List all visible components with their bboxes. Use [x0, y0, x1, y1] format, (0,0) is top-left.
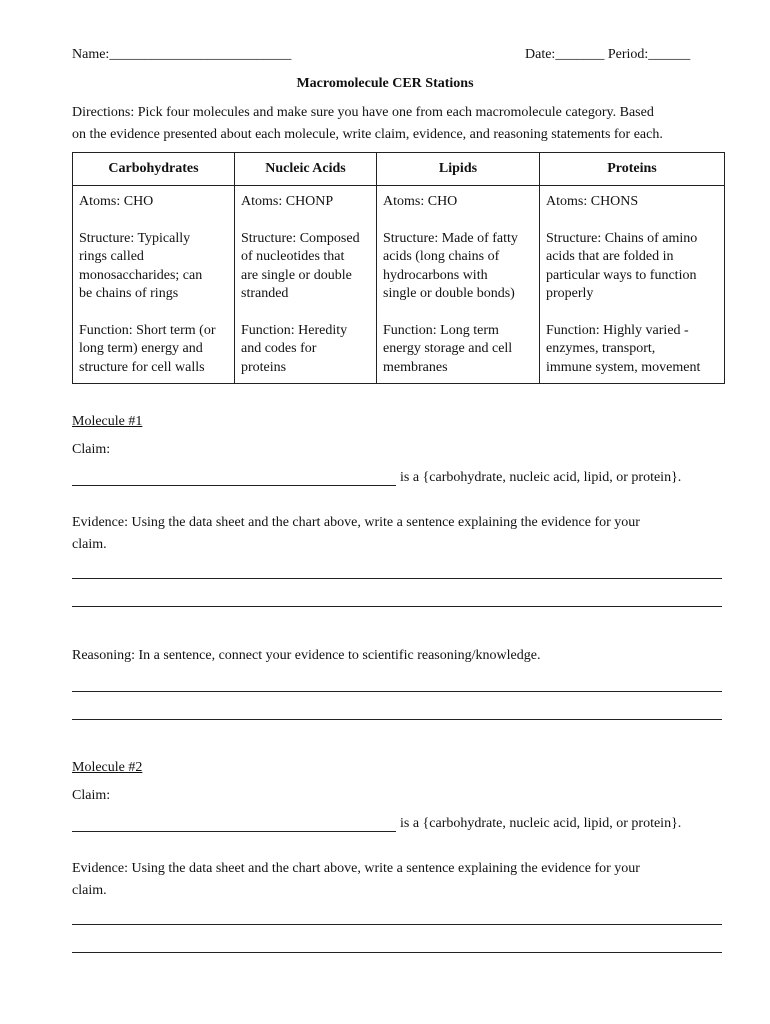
period-blank[interactable]: ______	[648, 47, 691, 62]
molecule-1-claim-label: Claim:	[72, 442, 111, 457]
structure-text: Structure: Chains of amino acids that are folded in particular ways to function properly	[546, 230, 698, 301]
molecule-1-evidence-line-2[interactable]	[72, 591, 722, 607]
atoms-text: Atoms: CHONS	[546, 194, 639, 209]
proteins-cell	[540, 186, 725, 384]
function-text: Function: Highly varied - enzymes, transport, immune system, movement	[546, 322, 701, 375]
date-blank[interactable]: _______	[555, 47, 605, 62]
nucleic-acids-cell	[235, 186, 377, 384]
header-proteins: Proteins	[540, 153, 725, 186]
molecule-2-claim-label: Claim:	[72, 788, 111, 803]
header-nucleic-acids: Nucleic Acids	[235, 153, 377, 186]
molecule-1-reasoning-prompt: Reasoning: In a sentence, connect your evidence to scientific reasoning/knowledge.	[72, 648, 541, 663]
structure-text: Structure: Typically rings called monosaccharides; can be chains of rings	[79, 230, 203, 301]
table-row	[73, 186, 725, 384]
name-label: Name:	[72, 47, 110, 62]
molecule-1-reasoning-line-2[interactable]	[72, 704, 722, 720]
directions-line-1: Directions: Pick four molecules and make sure you have one from each macromolecule category. Based	[72, 105, 654, 120]
date-period-field[interactable]	[525, 47, 690, 63]
molecule-2-claim-blank[interactable]	[72, 815, 396, 832]
molecule-2-heading: Molecule #2	[72, 760, 143, 775]
directions-line-2: on the evidence presented about each molecule, write claim, evidence, and reasoning statements for each.	[72, 127, 663, 142]
lipids-cell	[377, 186, 540, 384]
molecule-1-reasoning-line-1[interactable]	[72, 676, 722, 692]
function-text: Function: Heredity and codes for proteins	[241, 322, 348, 375]
atoms-text: Atoms: CHONP	[241, 194, 334, 209]
molecule-1-heading: Molecule #1	[72, 414, 143, 429]
molecule-1-evidence-line-1[interactable]	[72, 563, 722, 579]
page-title: Macromolecule CER Stations	[296, 76, 474, 91]
structure-text: Structure: Composed of nucleotides that are single or double stranded	[241, 230, 360, 301]
header-carbohydrates: Carbohydrates	[73, 153, 235, 186]
function-text: Function: Long term energy storage and cell membranes	[383, 322, 513, 375]
directions	[72, 102, 752, 146]
atoms-text: Atoms: CHO	[383, 194, 458, 209]
molecule-1-claim-blank[interactable]	[72, 469, 396, 486]
molecule-2-claim-suffix: is a {carbohydrate, nucleic acid, lipid, or protein}.	[400, 816, 682, 831]
date-label: Date:	[525, 47, 556, 62]
carbohydrates-cell	[73, 186, 235, 384]
molecule-2-evidence-line-2[interactable]	[72, 937, 722, 953]
molecule-1-claim-suffix: is a {carbohydrate, nucleic acid, lipid, or protein}.	[400, 470, 682, 485]
molecule-1-evidence-prompt: Evidence: Using the data sheet and the chart above, write a sentence explaining the evidence for your claim.	[72, 515, 640, 552]
period-label: Period:	[607, 47, 649, 62]
molecule-2-evidence-line-1[interactable]	[72, 909, 722, 925]
molecule-2-evidence-prompt: Evidence: Using the data sheet and the chart above, write a sentence explaining the evidence for your claim.	[72, 861, 640, 898]
header-lipids: Lipids	[377, 153, 540, 186]
function-text: Function: Short term (or long term) energy and structure for cell walls	[79, 322, 216, 375]
macromolecule-table	[72, 152, 725, 384]
name-field[interactable]	[72, 47, 291, 63]
name-blank[interactable]: __________________________	[109, 47, 292, 62]
atoms-text: Atoms: CHO	[79, 194, 154, 209]
table-header-row	[73, 153, 725, 186]
structure-text: Structure: Made of fatty acids (long chains of hydrocarbons with single or double bonds)	[383, 230, 518, 301]
